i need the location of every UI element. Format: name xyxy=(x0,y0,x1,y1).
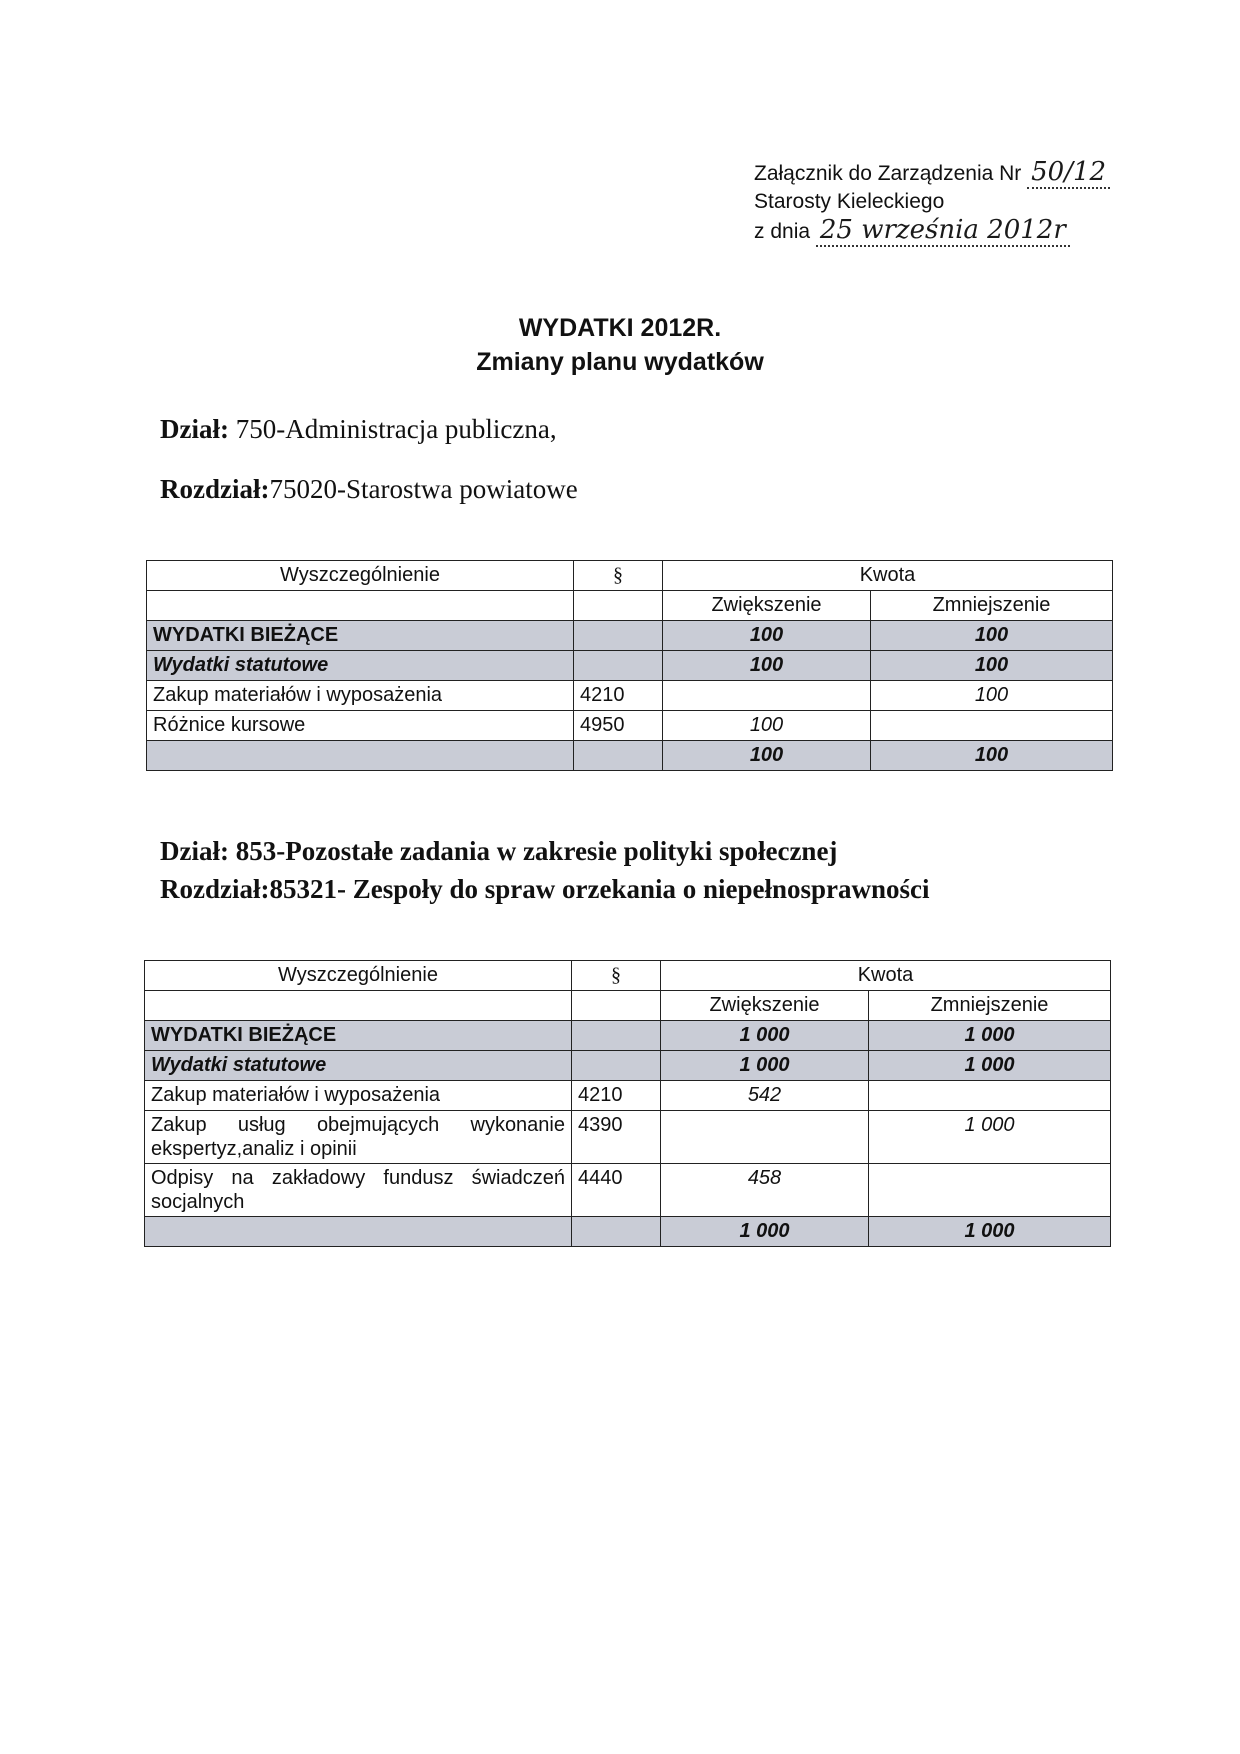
section1-rozdzial xyxy=(160,474,578,505)
header-line-3-text: z dnia xyxy=(754,220,811,243)
header-line-1-text: Załącznik do Zarządzenia Nr xyxy=(754,162,1022,185)
section1-rozdzial-value: 75020-Starostwa powiatowe xyxy=(269,474,578,504)
table-subheader-row xyxy=(147,591,1113,621)
table-row: Wydatki statutowe 100 100 xyxy=(147,651,1113,681)
section1-rozdzial-label: Rozdział: xyxy=(160,474,270,504)
section2-rozdzial-label: Rozdział: xyxy=(160,874,270,904)
header-para: § xyxy=(574,561,663,591)
section2-rozdzial xyxy=(160,874,930,905)
table-header-row xyxy=(145,961,1111,991)
document-subtitle: Zmiany planu wydatków xyxy=(476,348,764,376)
table-row: Zakup materiałów i wyposażenia 4210 100 xyxy=(147,681,1113,711)
header-decrease: Zmniejszenie xyxy=(871,591,1113,621)
table-row: Zakup materiałów i wyposażenia 4210 542 xyxy=(145,1081,1111,1111)
order-date: 25 września 2012r xyxy=(816,215,1070,247)
document-title: WYDATKI 2012R. xyxy=(518,314,722,342)
table-row: Wydatki statutowe 1 000 1 000 xyxy=(145,1051,1111,1081)
section2-dzial-label: Dział: xyxy=(160,836,229,866)
header-line-2: Starosty Kieleckiego xyxy=(754,190,945,213)
section2-table xyxy=(144,960,1111,1247)
table-row: Różnice kursowe 4950 100 xyxy=(147,711,1113,741)
header-desc: Wyszczególnienie xyxy=(147,561,574,591)
table-header-row xyxy=(147,561,1113,591)
header-increase: Zwiększenie xyxy=(661,991,869,1021)
section2-dzial-value: 853-Pozostałe zadania w zakresie polityki społecznej xyxy=(235,836,838,866)
order-number: 50/12 xyxy=(1027,157,1110,189)
section2-rozdzial-value: 85321- Zespoły do spraw orzekania o niepełnosprawności xyxy=(269,874,930,904)
header-para: § xyxy=(572,961,661,991)
table-total-row: 1 000 1 000 xyxy=(145,1217,1111,1247)
table-row: WYDATKI BIEŻĄCE 100 100 xyxy=(147,621,1113,651)
header-desc: Wyszczególnienie xyxy=(145,961,572,991)
header-line-1 xyxy=(754,158,1110,188)
section1-dzial xyxy=(160,414,557,445)
header-amount: Kwota xyxy=(663,561,1113,591)
section1-dzial-value: 750-Administracja publiczna, xyxy=(235,414,557,444)
header-amount: Kwota xyxy=(661,961,1111,991)
section1-table xyxy=(146,560,1113,771)
header-increase: Zwiększenie xyxy=(663,591,871,621)
section1-dzial-label: Dział: xyxy=(160,414,229,444)
header-line-3 xyxy=(754,216,1110,246)
table-row: WYDATKI BIEŻĄCE 1 000 1 000 xyxy=(145,1021,1111,1051)
table-total-row: 100 100 xyxy=(147,741,1113,771)
header-decrease: Zmniejszenie xyxy=(869,991,1111,1021)
table-row: Odpisy na zakładowy fundusz świadczeń socjalnych 4440 458 xyxy=(145,1164,1111,1217)
attachment-header xyxy=(754,158,1110,246)
table-subheader-row xyxy=(145,991,1111,1021)
table-row: Zakup usług obejmujących wykonanie ekspertyz,analiz i opinii 4390 1 000 xyxy=(145,1111,1111,1164)
section2-dzial xyxy=(160,836,837,867)
